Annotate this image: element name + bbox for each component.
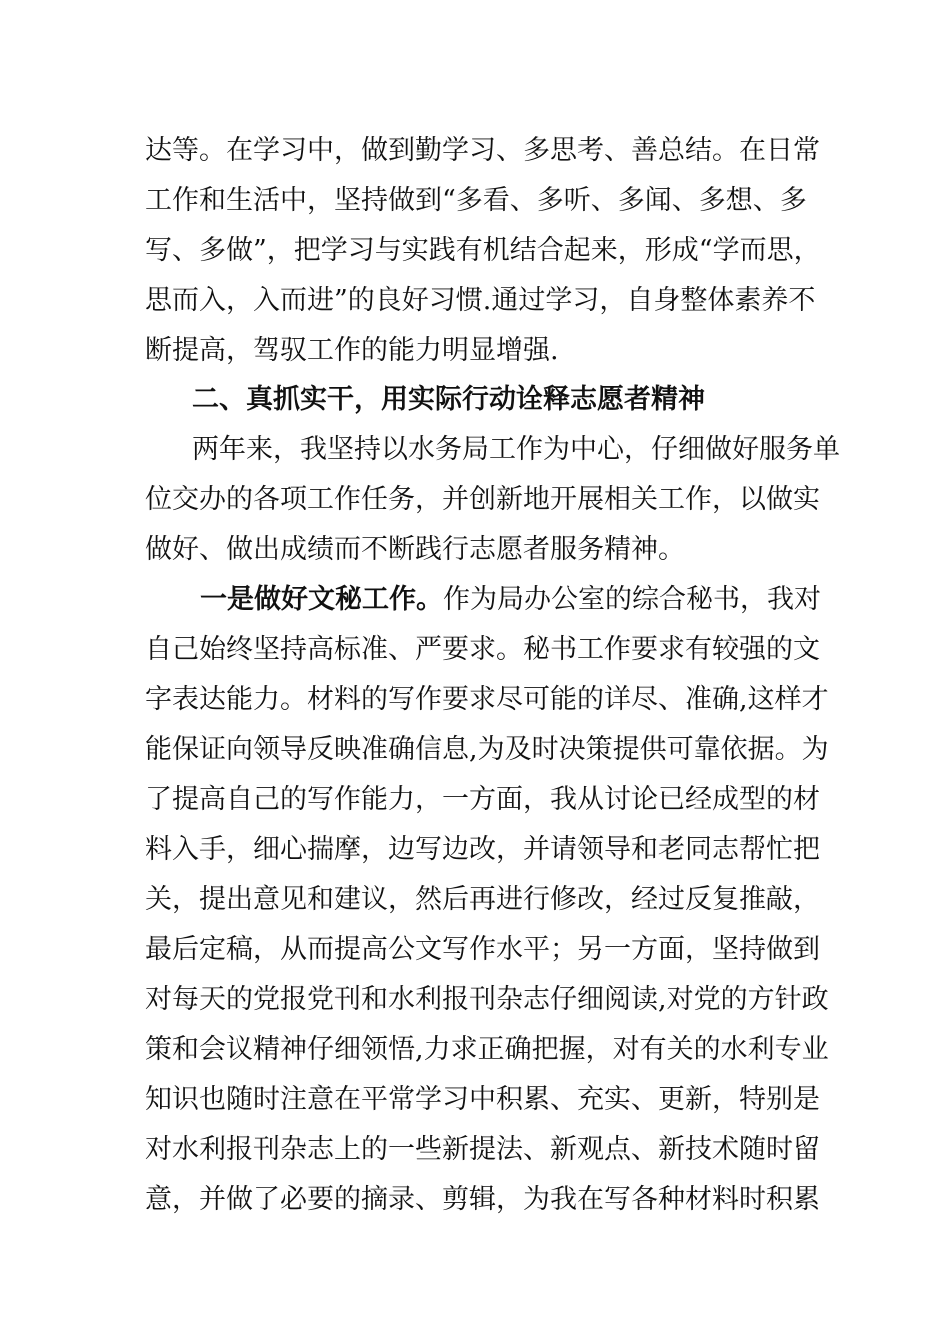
para1-line-1: 达等。在学习中，做到勤学习、多思考、善总结。在日常 bbox=[145, 135, 820, 166]
para3-line-9: 对每天的党报党刊和水利报刊杂志仔细阅读,对党的方针政 bbox=[145, 984, 829, 1015]
para3-line-12: 对水利报刊杂志上的一些新提法、新观点、新技术随时留 bbox=[145, 1134, 820, 1165]
para2-line-1: 两年来，我坚持以水务局工作为中心，仔细做好服务单 bbox=[192, 434, 840, 465]
para3-line-8: 最后定稿，从而提高公文写作水平；另一方面，坚持做到 bbox=[145, 934, 820, 965]
para1-line-2: 工作和生活中，坚持做到“多看、多听、多闻、多想、多 bbox=[145, 185, 807, 216]
para3-line-6: 料入手，细心揣摩，边写边改，并请领导和老同志帮忙把 bbox=[145, 834, 820, 865]
para3-line-7: 关，提出意见和建议，然后再进行修改，经过反复推敲， bbox=[145, 884, 820, 915]
para3-line-11: 知识也随时注意在平常学习中积累、充实、更新，特别是 bbox=[145, 1084, 820, 1115]
para2-line-3: 做好、做出成绩而不断践行志愿者服务精神。 bbox=[145, 534, 685, 565]
para3-line-10: 策和会议精神仔细领悟,力求正确把握，对有关的水利专业 bbox=[145, 1034, 829, 1065]
section-heading: 二、真抓实干，用实际行动诠释志愿者精神 bbox=[192, 384, 705, 415]
para1-line-4: 思而入，入而进”的良好习惯.通过学习，自身整体素养不 bbox=[145, 285, 816, 316]
para3-line-13: 意，并做了必要的摘录、剪辑，为我在写各种材料时积累 bbox=[145, 1184, 820, 1215]
para3-line-4: 能保证向领导反映准确信息,为及时决策提供可靠依据。为 bbox=[145, 734, 829, 765]
para3-line-5: 了提高自己的写作能力，一方面，我从讨论已经成型的材 bbox=[145, 784, 820, 815]
para3-line-1-rest: 作为局办公室的综合秘书，我对 bbox=[443, 584, 821, 615]
para3-line-1 bbox=[200, 573, 821, 627]
para3-line-3: 字表达能力。材料的写作要求尽可能的详尽、准确,这样才 bbox=[145, 684, 829, 715]
para3-line-2: 自己始终坚持高标准、严要求。秘书工作要求有较强的文 bbox=[145, 634, 820, 665]
para3-lead-heading: 一是做好文秘工作。 bbox=[200, 584, 443, 615]
para1-line-3: 写、多做”，把学习与实践有机结合起来，形成“学而思， bbox=[145, 235, 821, 266]
para2-line-2: 位交办的各项工作任务，并创新地开展相关工作，以做实 bbox=[145, 484, 820, 515]
para1-line-5: 断提高，驾驭工作的能力明显增强. bbox=[145, 335, 559, 366]
